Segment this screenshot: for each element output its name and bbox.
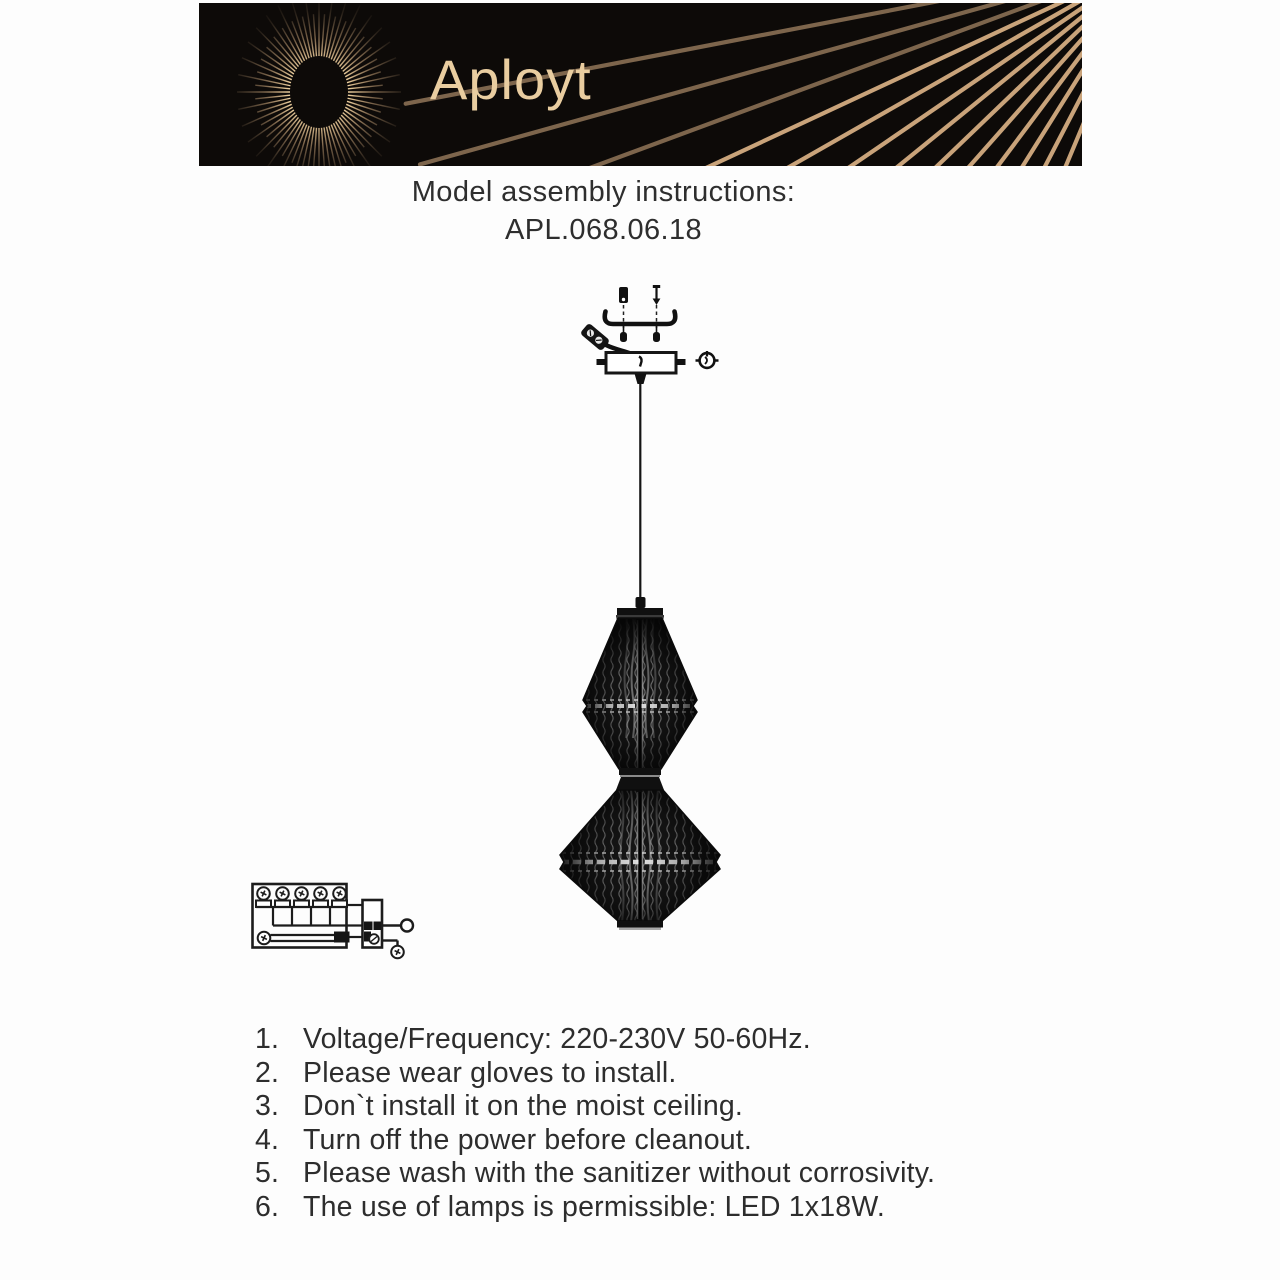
item-text: Voltage/Frequency: 220-230V 50-60Hz.	[303, 1023, 811, 1055]
item-number: 1.	[255, 1023, 280, 1055]
title-block	[0, 175, 1207, 247]
canopy-screws	[620, 326, 660, 342]
instruction-item	[255, 1124, 935, 1158]
item-text: The use of lamps is permissible: LED 1x18W.	[303, 1190, 885, 1223]
instruction-item	[255, 1057, 935, 1091]
item-text: Don`t install it on the moist ceiling.	[303, 1090, 744, 1123]
instruction-item	[255, 1023, 935, 1057]
aployt-logo-starburst-icon	[199, 3, 439, 166]
lamp-holder-icon	[382, 920, 413, 932]
ground-screw-icon	[258, 932, 271, 945]
mounting-bracket	[605, 312, 676, 325]
terminal-block	[256, 887, 347, 907]
wiring-diagram	[245, 876, 423, 968]
shade-top-fitting	[636, 597, 646, 608]
pendant-lamp-assembly-diagram	[550, 278, 735, 938]
item-text: Please wear gloves to install.	[303, 1056, 677, 1089]
lower-shade	[560, 777, 720, 930]
instruction-item	[255, 1191, 935, 1225]
brand-banner	[199, 3, 1082, 166]
item-number: 4.	[255, 1123, 280, 1156]
item-number: 2.	[255, 1056, 280, 1089]
item-number: 3.	[255, 1090, 280, 1123]
cord-grip-block	[363, 900, 383, 948]
item-text: Turn off the power before cleanout.	[303, 1123, 753, 1156]
instruction-list	[255, 1023, 935, 1225]
ceiling-canopy	[597, 353, 686, 374]
instruction-item	[255, 1090, 935, 1124]
instruction-item	[255, 1157, 935, 1191]
item-number: 5.	[255, 1157, 280, 1190]
item-text: Please wash with the sanitizer without corrosivity.	[303, 1157, 936, 1190]
cable-entry-block	[334, 932, 350, 943]
upper-shade	[583, 608, 697, 777]
mounting-screw-icon	[653, 285, 661, 305]
ceiling-anchor-icon	[619, 287, 628, 303]
canopy-nipple	[635, 374, 647, 385]
brand-name: Aployt	[430, 48, 592, 111]
model-number: APL.068.06.18	[504, 214, 703, 246]
canopy-side-screw-icon	[696, 351, 719, 368]
item-number: 6.	[255, 1190, 280, 1223]
page-title: Model assembly instructions:	[411, 176, 796, 208]
fixing-screw-icon	[382, 941, 404, 959]
